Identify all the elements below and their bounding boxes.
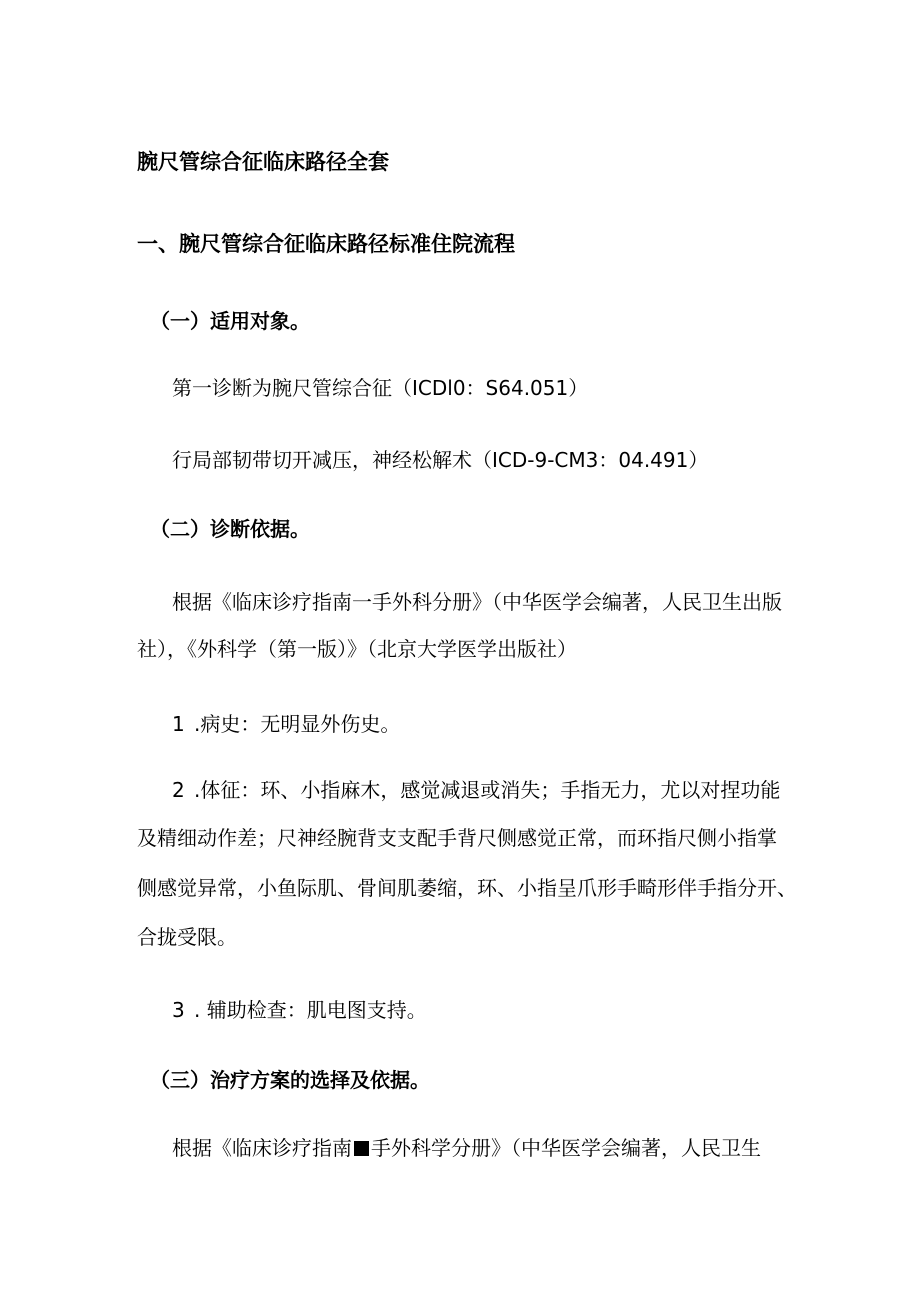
paragraph-procedure-line: 行局部韧带切开减压，神经松解术（ICD-9-CM3：04.491） bbox=[172, 448, 709, 472]
document-title: 腕尺管综合征临床路径全套 bbox=[137, 150, 389, 174]
list-item-2-line-2: 及精细动作差；尺神经腕背支支配手背尺侧感觉正常，而环指尺侧小指掌 bbox=[137, 826, 777, 850]
list-item-2 bbox=[172, 780, 780, 800]
subsection-heading-2: （二）诊断依据。 bbox=[150, 517, 310, 541]
paragraph-basis-line-2: 社），《外科学（第一版）》（北京大学医学出版社） bbox=[137, 637, 577, 661]
section-heading-1: 一、腕尺管综合征临床路径标准住院流程 bbox=[137, 232, 515, 256]
list-item-2-line-4: 合拢受限。 bbox=[137, 925, 237, 949]
list-item-number: 1 bbox=[172, 712, 185, 736]
list-item-text: .体征：环、小指麻木，感觉减退或消失；手指无力，尤以对捏功能 bbox=[194, 778, 781, 802]
list-item-1 bbox=[172, 714, 400, 734]
subsection-heading-3: （三）治疗方案的选择及依据。 bbox=[150, 1068, 430, 1092]
paragraph-basis-line-1: 根据《临床诊疗指南一手外科分册》（中华医学会编著，人民卫生出版 bbox=[172, 590, 782, 614]
paragraph-treatment-line bbox=[172, 1138, 761, 1158]
list-item-3 bbox=[172, 1000, 427, 1020]
list-item-number: 2 bbox=[172, 778, 185, 802]
list-item-text: . 辅助检查：肌电图支持。 bbox=[194, 998, 427, 1022]
paragraph-text-part: 根据《临床诊疗指南 bbox=[172, 1136, 352, 1160]
subsection-heading-1: （一）适用对象。 bbox=[150, 309, 310, 333]
paragraph-text-part: 手外科学分册》（中华医学会编著，人民卫生 bbox=[371, 1136, 761, 1160]
list-item-number: 3 bbox=[172, 998, 185, 1022]
paragraph-diagnosis-line: 第一诊断为腕尺管综合征（ICDl0：S64.051） bbox=[172, 376, 589, 400]
list-item-2-line-3: 侧感觉异常，小鱼际肌、骨间肌萎缩，环、小指呈爪形手畸形伴手指分开、 bbox=[137, 876, 797, 900]
list-item-text: .病史：无明显外伤史。 bbox=[194, 712, 401, 736]
black-square-icon bbox=[354, 1141, 369, 1156]
